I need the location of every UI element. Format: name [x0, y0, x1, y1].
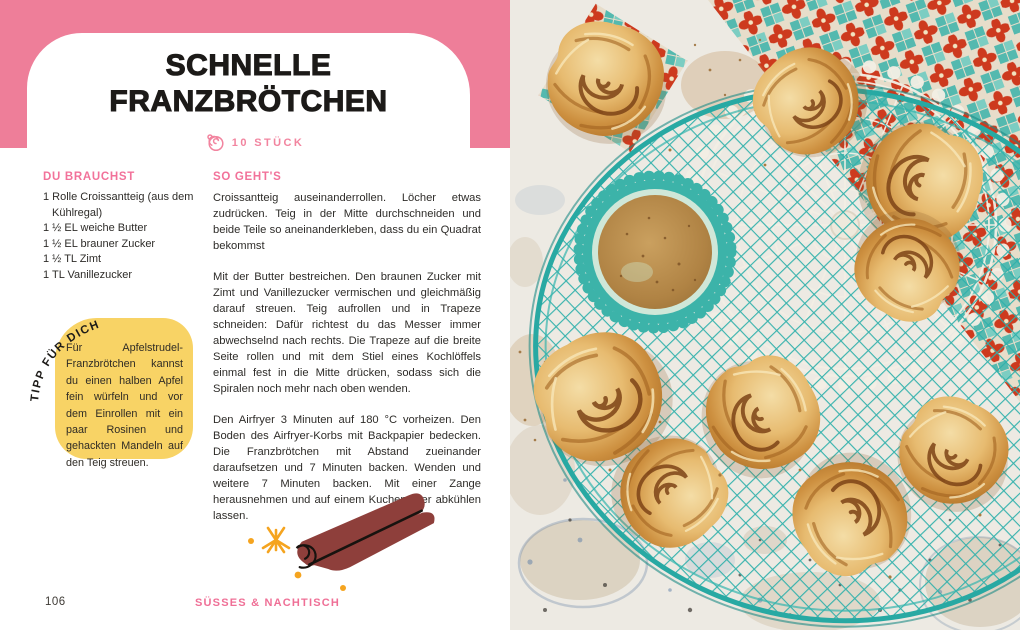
step-paragraph: Den Airfryer 3 Minuten auf 180 °C vorheizen. Den Boden des Airfryer-Korbs mit Backpapier bedecken. Die Franzbrötchen mit Abstand zueinander daraufsetzen und 7 Minuten backen. Wenden und weitere 7 Minuten backen. Mit einer Zange herausnehmen und auf einem Kuchengitter abkühlen lassen. [213, 414, 481, 522]
step-paragraph: Croissantteig auseinanderrollen. Löcher etwas zudrücken. Teig in der Mitte durchschneiden und beide Teile so aneinanderkleben, dass du ein Quadrat bekommst [213, 192, 481, 252]
franzbroetchen-photo [510, 0, 1020, 630]
yield-row [0, 133, 510, 152]
ingredient-item: 1 ½ TL Zimt [43, 253, 102, 265]
ingredient-item: 1 ½ EL weiche Butter [43, 222, 148, 234]
photo-page [510, 0, 1020, 630]
ingredient-list [43, 190, 203, 283]
ingredient-item: 1 ½ EL brauner Zucker [43, 237, 156, 250]
yield-label: 10 STÜCK [231, 136, 305, 149]
title-line-1: SCHNELLE [165, 49, 332, 82]
cinnamon-swirl-icon [206, 133, 225, 152]
tip-label-text: TIPP FÜR DICH [29, 318, 102, 403]
ingredients-column [43, 171, 203, 283]
cinnamon-stick-illustration [240, 478, 445, 603]
title-line-2: FRANZBRÖTCHEN [109, 85, 388, 118]
page-title [27, 33, 470, 120]
svg-text:TIPP FÜR DICH [29, 318, 102, 402]
ingredients-heading: DU BRAUCHST [43, 171, 136, 183]
cinnamon-sugar-tin [579, 176, 731, 328]
tip-label [26, 306, 156, 421]
tip-text: Für Apfelstrudel-Franzbrötchen kannst du einen halben Apfel fein würfeln und vor dem Einrollen mit ein paar Rosinen und gehackten Mandeln auf den Teig streuen. [66, 342, 183, 469]
cinnamon-stick-icon [290, 489, 441, 584]
steps-heading: SO GEHT'S [213, 171, 282, 183]
step-paragraph: Mit der Butter bestreichen. Den braunen Zucker mit Zimt und Vanillezucker vermischen und gleichmäßig darauf streuen. Teig aufrollen und in Trapeze schneiden: Dafür richtest du das Messer immer abwechselnd nach rechts. Die Trapeze auf die breite Seite rollen und mit dem Stiel eines Kochlöffels einmal fest in die Mitte drücken, sodass sich die Spiralen noch mehr nach oben wenden. [213, 271, 481, 395]
ingredient-item: 1 Rolle Croissantteig (aus dem Kühlregal) [43, 191, 194, 219]
footer-section-label: SÜSSES & NACHTISCH [195, 597, 341, 609]
sparkle-star-icon [263, 528, 289, 552]
ingredient-item: 1 TL Vanillezucker [43, 268, 133, 281]
page-number: 106 [45, 596, 66, 608]
